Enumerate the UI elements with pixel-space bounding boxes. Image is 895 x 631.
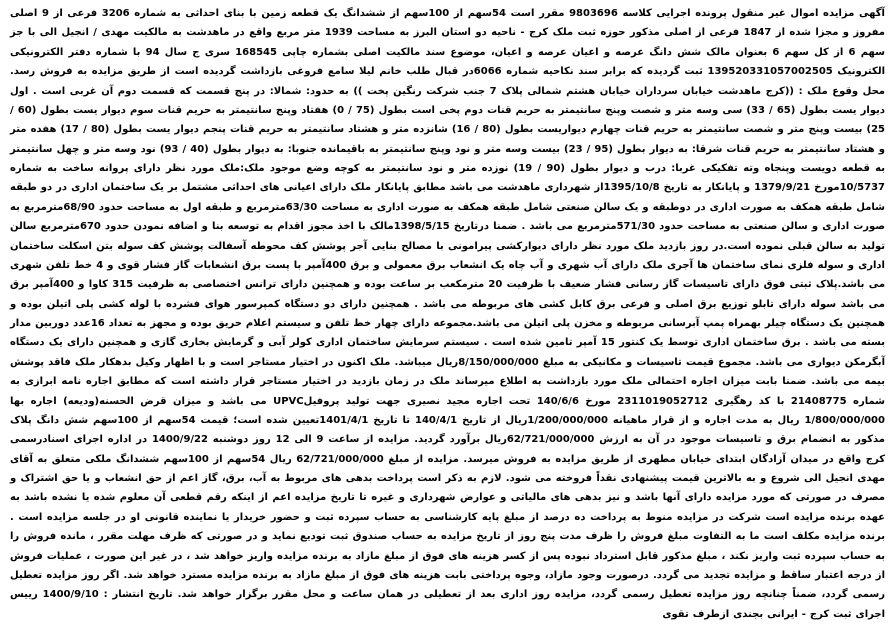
notice-body-text: آگهی مزایده اموال غیر منقول پرونده اجرایی کلاسه 9803696 مقرر است 54سهم از 100سهم از ششدانگ یک قطعه زمین با بنای احداثی به شماره 3206 فرعی از 9 اصلی مفروز و مجزا شده از 1847 فرعی از اصلی مذکور حوزه ثبت ملک کرج - ناحیه دو استان البرز به مساحت 1939 متر مربع واقع در ماهدشت به مالکیت مهدی / انجیل الی با جز سهم 6 از کل سهم 6 بعنوان مالک شش دانگ عرصه و اعیان عرصه و اعیان، موضوع سند مالکیت اصلی بشماره چاپی 168545 سری ج سال 94 با شماره دفتر الکترونیکی الکترونیک 139520331057002505 ثبت گردیده که برابر سند نکاحیه شماره 6066در قبال طلب خانم لیلا سامع فروغی بازداشت گردیده است از طریق مزایده به فروش رسد. محل وقوع ملک : ((کرج ماهدشت خیابان سرداران خیابان هشتم شمالی پلاک 7 جنب شرکت رنگین پخت )) به حدود: شمالا: در پنج قسمت که قسمت دوم آن غربی است . اول دیوار یست بطول (65 / 33) سی وسه متر و شصت وپنج سانتیمتر به حریم قنات دوم پخی است بطول (75 / 0) هفتاد وپنج سانتیمتر به حریم قنات سوم دیوار یست بطول (60 / 25) بیست وپنج متر و شصت سانتیمتر به حریم قنات چهارم دیواریست بطول (80 / 16) شانزده متر و هشتاد سانتیمتر به حریم قنات پنجم دیوار یست بطول (80 / 17) هفده متر و هشتاد سانتیمتر به حریم قنات شرقا: به دیوار بطول (95 / 23) بیست وسه متر و نود وپنج سانتیمتر به باقیمانده جنوبا: به دیوار بطول (40 / 93) نود وسه متر و چهل سانتیمتر به قطعه دویست وپنجاه وته تفکیکی غربا: درب و دیوار بطول (90 / 19) نوزده متر و نود سانتیمتر به کوچه وضع موجود ملک:ملک مورد نظر دارای پروانه ساخت به شماره 10/5737مورخ 1379/9/21 و پایانکار به تاریخ 1395/10/8از شهرداری ماهدشت می باشد مطابق پایانکار ملک دارای اعیانی های احداثی مشتمل بر یک ساختمان اداری در دو طبقه شامل طبقه همکف به صورت اداری در دوطبقه و یک سالن صنعتی شامل طبقه همکف به صورت اداری به مساحت 63/30مترمربع و طبقه اول به مساحت حدود 68/90مترمربع به صورت اداری و سالن صنعتی به مساحت حدود 571/30مترمربع می باشد . ضمنا درتاریخ 1398/5/15مالک با اخذ مجوز اقدام به توسعه بنا و اضافه نمودن حدود 670مترمربع سالن تولید به سالن قبلی نموده است.در روز بازدید ملک مورد نظر دارای دیوارکشی پیرامونی با مصالح بنایی آجر پوشش کف محوطه آسفالت پوشش کف سوله بتن اسکلت ساختمان اداری و سوله فلزی نمای ساختمان ها آجری ملک دارای آب شهری و آب چاه یک انشعاب برق معمولی و برق 400آمپر با پست برق انشعابات گاز فشار قوی و 4 خط تلفن شهری می باشد.پلاک ثبتی فوق دارای تاسیسات گاز رسانی فشار ضعیف با ظرفیت 20 مترمکعب بر ساعت بوده و همچنین دارای ترانس اختصاصی به ظرفیت 315 کاوا و 400آمپر برق می باشد سوله دارای تابلو توزیع برق اصلی و فرعی برق کابل کشی های مربوطه می باشد . همچنین دارای دو دستگاه کمپرسور هوای فشرده با لوله کشی پلی اتیلن بوده و همچنین یک دستگاه چیلر بهمراه پمپ آبرسانی مربوطه و مخزن پلی اتیلن می باشد.مجموعه دارای چهار خط تلفن و سیستم اعلام حریق بوده و مجهز به تعداد 16عدد دوربین مدار بسته می باشد . برق ساختمان اداری توسط یک کنتور 15 آمپر تامین شده است . سیستم سرمایش ساختمان اداری کولر آبی و گرمایش بخاری گازی و همچنین دارای یک دستگاه آبگرمکن دیواری می باشد. مجموع قیمت تاسیسات و مکانیکی به مبلغ 8/150/000/000ریال میباشد. ملک اکنون در اختیار مستاجر است و با اظهار وکیل بدهکار ملک فاقد پوشش بیمه می باشد. ضمنا بابت میزان اجاره احتمالی ملک مورد بازداشت به اطلاع میرساند ملک در زمان بازدید در اختیار مستاجر قرار داشته است که مطابق اجاره نامه ابرازی به شماره 21408775 با کد رهگیری 2311019052712 مورخ 140/6/6 تحت اجاره مجید نصیری جهت تولید پروفیلUPVC می باشد و میزان قرض الحسنه(ودیعه) اجاره بها 1/800/000/000 ریال به مدت اجاره و از قرار ماهیانه 1/200/000/000ریال از تاریخ 140/4/1 تا تاریخ 1401/4/1تعیین شده است؛ قیمت 54سهم از 100سهم شش دانگ پلاک مذکور به انضمام برق و تاسیسات موجود در آن به ارزش 62/721/000/000ریال برآورد گردید. مزایده از ساعت 9 الی 12 روز دوشنبه 1400/9/22 در اداره اجرای اسنادرسمی کرج واقع در میدان آزادگان ابتدای خیابان مطهری از طریق مزایده به فروش میرسد. مزایده از مبلغ 62/721/000/000 ریال 54سهم از 100سهم ششدانگ ملکی متعلق به آقای مهدی انجیل الی شروع و به بالاترین قیمت پیشنهادی نقداً فروخته می شود. لازم به ذکر است پرداخت بدهی های مربوط به آب، برق، گاز اعم از حق انشعاب و یا حق اشتراک و مصرف در صورتی که مورد مزایده دارای آنها باشد و نیز بدهی های مالیاتی و عوارض شهرداری و غیره تا تاریخ مزایده اعم از اینکه رقم قطعی آن معلوم شده یا نشده باشد به عهده برنده مزایده است شرکت در مزایده منوط به پرداخت ده درصد از مبلغ پایه کارشناسی به حساب سپرده ثبت و حضور خریدار یا نماینده قانونی او در جلسه مزایده است . برنده مزایده مکلف است ما به التفاوت مبلغ فروش را ظرف مدت پنج روز از تاریخ مزایده به حساب صندوق ثبت تودیع نماید و در صورتی که ظرف مهلت مقرر ، مانده فروش را به حساب سپرده ثبت واریز نکند ، مبلغ مذکور قابل استرداد نبوده پس از کسر هزینه های فوق از مبلغ مازاد به برنده مزایده واریز خواهد شد ، در غیر این صورت ، عملیات فروش از درجه اعتبار ساقط و مزایده تجدید می گردد. درصورت وجود مازاد، وجوه پرداختی بابت هزینه های فوق از مبلغ مازاد به برنده مزایده مسترد خواهد شد. اگر روز مزایده تعطیل رسمی گردد، ضمناً چنانچه روز مزایده تعطیل رسمی گردد، مزایده روز اداری بعد از تعطیلی در همان ساعت و محل مقرر برگزار خواهد شد. تاریخ انتشار : 1400/9/10 رییس اجرای ثبت کرج - ایرانی بجندی ازطرف تقوی: [10, 8, 886, 620]
